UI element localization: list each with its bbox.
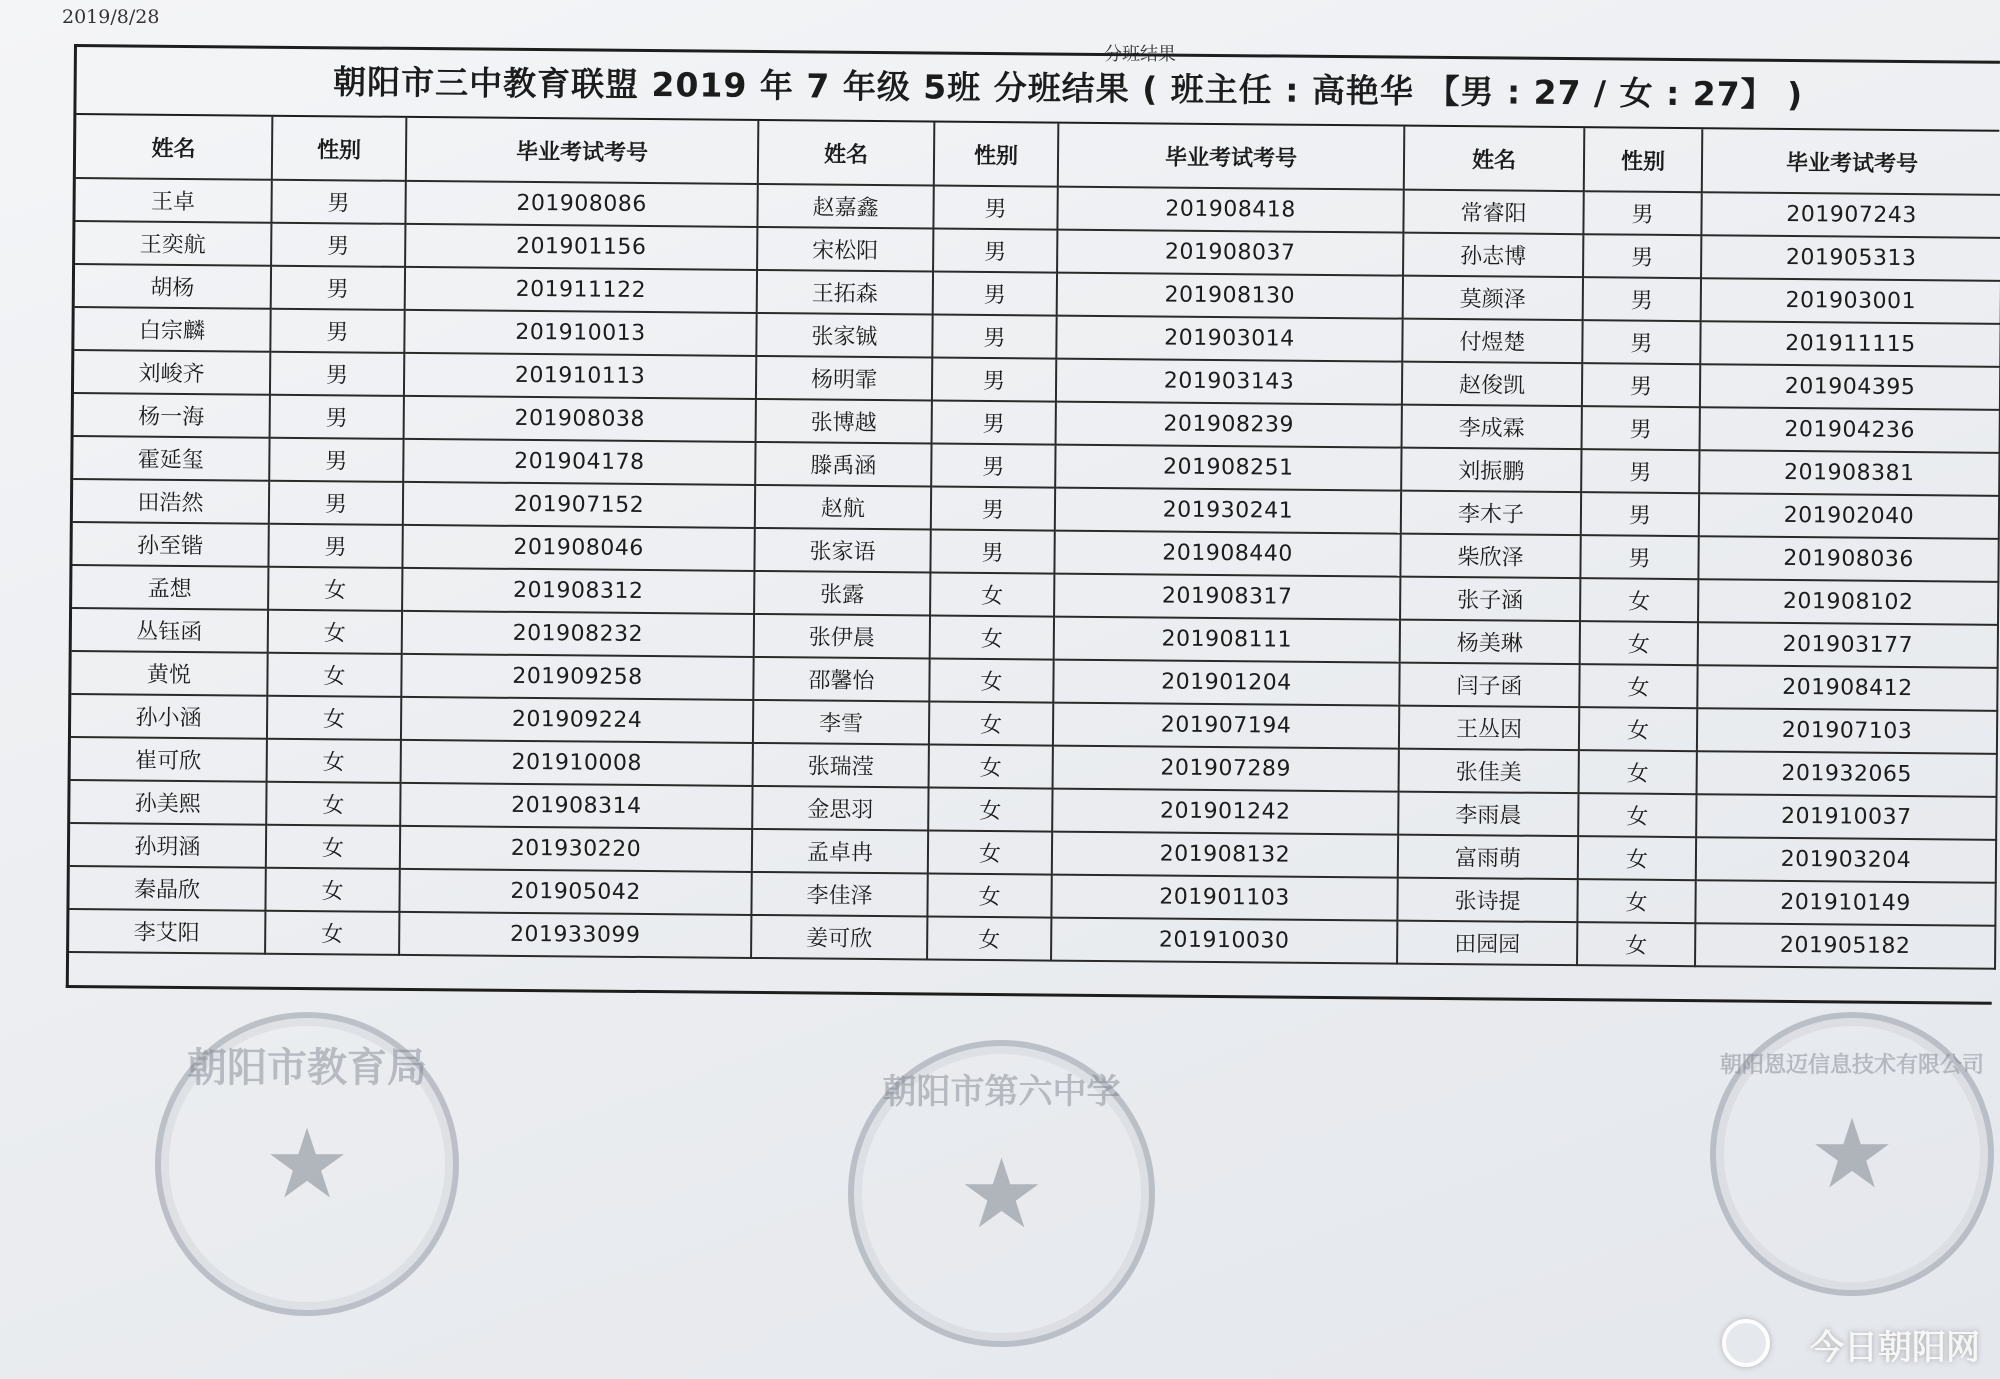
student-name-cell: 王丛因 [1399, 706, 1579, 751]
student-gender-cell: 男 [1582, 363, 1700, 407]
exam-id-cell: 201910030 [1051, 918, 1397, 964]
star-icon: ★ [958, 1137, 1045, 1250]
student-gender-cell: 男 [1581, 492, 1699, 536]
exam-id-cell: 201910013 [404, 310, 756, 356]
exam-id-cell: 201908314 [400, 783, 752, 829]
exam-id-cell: 201905042 [399, 869, 751, 915]
student-gender-cell: 男 [1580, 535, 1698, 579]
student-name-cell: 杨一海 [74, 393, 270, 438]
student-gender-cell: 男 [932, 315, 1056, 359]
exam-id-cell: 201908102 [1698, 579, 1998, 625]
student-gender-cell: 女 [268, 567, 402, 611]
student-name-cell: 李雪 [753, 700, 929, 745]
student-gender-cell: 女 [1577, 922, 1695, 966]
student-gender-cell: 女 [266, 782, 400, 826]
student-name-cell: 李佳泽 [751, 872, 927, 917]
student-name-cell: 邵馨怡 [753, 657, 929, 702]
student-name-cell: 张家语 [754, 528, 930, 573]
student-gender-cell: 男 [268, 524, 402, 568]
exam-id-cell: 201910113 [404, 353, 756, 399]
exam-id-cell: 201908130 [1057, 273, 1403, 319]
student-name-cell: 霍延玺 [73, 436, 269, 481]
student-gender-cell: 男 [271, 223, 405, 267]
student-gender-cell: 女 [1580, 578, 1698, 622]
student-name-cell: 田浩然 [73, 479, 269, 524]
exam-id-cell: 201904395 [1700, 364, 2000, 410]
student-name-cell: 孙至锴 [72, 522, 268, 567]
student-name-cell: 李雨晨 [1398, 792, 1578, 837]
header-exam-id-2: 毕业考试考号 [1058, 124, 1405, 190]
exam-id-cell: 201907194 [1053, 703, 1399, 749]
exam-id-cell: 201908086 [405, 181, 757, 227]
exam-id-cell: 201910037 [1696, 794, 1996, 840]
exam-id-cell: 201904236 [1700, 407, 2000, 453]
student-name-cell: 张家铖 [756, 313, 932, 358]
student-gender-cell: 女 [928, 830, 1052, 874]
student-name-cell: 王卓 [75, 178, 271, 223]
exam-id-cell: 201909258 [401, 654, 753, 700]
student-gender-cell: 男 [269, 438, 403, 482]
exam-id-cell: 201930220 [400, 826, 752, 872]
exam-id-cell: 201908239 [1056, 402, 1402, 448]
student-gender-cell: 女 [929, 744, 1053, 788]
exam-id-cell: 201908111 [1054, 617, 1400, 663]
header-gender-1: 性别 [272, 117, 407, 181]
student-gender-cell: 男 [930, 529, 1054, 573]
student-gender-cell: 女 [929, 658, 1053, 702]
student-name-cell: 王奕航 [75, 221, 271, 266]
student-gender-cell: 男 [932, 358, 1056, 402]
exam-id-cell: 201911122 [405, 267, 757, 313]
exam-id-cell: 201902040 [1699, 493, 1999, 539]
exam-id-cell: 201910149 [1695, 880, 1995, 926]
student-name-cell: 孙美熙 [70, 780, 266, 825]
exam-id-cell: 201908312 [402, 568, 754, 614]
exam-id-cell: 201933099 [399, 912, 751, 958]
student-gender-cell: 男 [1581, 449, 1699, 493]
exam-id-cell: 201907243 [1701, 192, 2000, 238]
company-stamp [1710, 1012, 1994, 1296]
education-bureau-stamp [155, 1012, 459, 1316]
exam-id-cell: 201903177 [1698, 622, 1998, 668]
header-name-1: 姓名 [76, 115, 273, 180]
exam-id-cell: 201907103 [1697, 708, 1997, 754]
exam-id-cell: 201901156 [405, 224, 757, 270]
exam-id-cell: 201908381 [1699, 450, 1999, 496]
sixth-middle-school-stamp [848, 1040, 1155, 1347]
exam-id-cell: 201901204 [1053, 660, 1399, 706]
exam-id-cell: 201903001 [1701, 278, 2000, 324]
student-name-cell: 丛钰函 [72, 608, 268, 653]
exam-id-cell: 201908440 [1054, 531, 1400, 577]
student-gender-cell: 女 [1579, 707, 1697, 751]
student-name-cell: 付煜楚 [1402, 319, 1582, 364]
star-icon: ★ [263, 1108, 351, 1220]
site-watermark: 今日朝阳网 [1810, 1328, 1980, 1368]
exam-id-cell: 201908232 [402, 611, 754, 657]
exam-id-cell: 201905182 [1695, 923, 1995, 969]
student-gender-cell: 男 [933, 186, 1057, 230]
exam-id-cell: 201903014 [1056, 316, 1402, 362]
student-name-cell: 赵航 [755, 485, 931, 530]
student-gender-cell: 女 [267, 653, 401, 697]
exam-id-cell: 201908038 [404, 396, 756, 442]
student-name-cell: 张露 [754, 571, 930, 616]
student-name-cell: 富雨萌 [1398, 835, 1578, 880]
header-exam-id-3: 毕业考试考号 [1702, 129, 2000, 195]
exam-id-cell: 201908418 [1057, 187, 1403, 233]
student-name-cell: 赵嘉鑫 [757, 184, 933, 229]
stamp-text: 朝阳恩迈信息技术有限公司 [1719, 1052, 1984, 1078]
student-name-cell: 崔可欣 [71, 737, 267, 782]
exam-id-cell: 201903204 [1696, 837, 1996, 883]
student-gender-cell: 男 [271, 266, 405, 310]
star-icon: ★ [1808, 1098, 1896, 1210]
student-name-cell: 黄悦 [71, 651, 267, 696]
student-name-cell: 闫子函 [1399, 663, 1579, 708]
student-name-cell: 胡杨 [75, 264, 271, 309]
student-name-cell: 田园园 [1397, 921, 1577, 966]
exam-id-cell: 201910008 [401, 740, 753, 786]
student-name-cell: 张子涵 [1400, 577, 1580, 622]
student-name-cell: 宋松阳 [757, 227, 933, 272]
student-name-cell: 常睿阳 [1403, 190, 1583, 235]
student-gender-cell: 男 [1582, 320, 1700, 364]
student-name-cell: 孟想 [72, 565, 268, 610]
student-gender-cell: 男 [270, 309, 404, 353]
exam-id-cell: 201903143 [1056, 359, 1402, 405]
student-gender-cell: 男 [933, 229, 1057, 273]
student-gender-cell: 女 [1578, 836, 1696, 880]
student-gender-cell: 女 [266, 825, 400, 869]
student-name-cell: 滕禹涵 [755, 442, 931, 487]
student-name-cell: 刘峻齐 [74, 350, 270, 395]
student-gender-cell: 女 [927, 916, 1051, 960]
student-gender-cell: 女 [267, 739, 401, 783]
print-date: 2019/8/28 [62, 6, 160, 28]
watermark-logo-icon [1722, 1319, 1770, 1367]
student-gender-cell: 男 [269, 481, 403, 525]
stamp-text: 朝阳市第六中学 [882, 1072, 1121, 1112]
exam-id-cell: 201905313 [1701, 235, 2000, 281]
doc-title: 分班结果 [1104, 44, 1176, 65]
student-gender-cell: 男 [932, 401, 1056, 445]
student-gender-cell: 男 [1582, 406, 1700, 450]
exam-id-cell: 201932065 [1697, 751, 1997, 797]
student-table [69, 115, 2000, 970]
student-gender-cell: 女 [1577, 879, 1695, 923]
student-gender-cell: 女 [929, 701, 1053, 745]
student-name-cell: 赵俊凯 [1402, 362, 1582, 407]
student-gender-cell: 女 [1579, 664, 1697, 708]
header-gender-2: 性别 [934, 123, 1059, 187]
student-gender-cell: 男 [270, 352, 404, 396]
header-gender-3: 性别 [1584, 128, 1703, 192]
exam-id-cell: 201908046 [402, 525, 754, 571]
student-gender-cell: 男 [270, 395, 404, 439]
student-name-cell: 秦晶欣 [69, 866, 265, 911]
exam-id-cell: 201908037 [1057, 230, 1403, 276]
stamp-text: 朝阳市教育局 [187, 1044, 427, 1091]
class-assignment-table [66, 44, 2000, 1005]
exam-id-cell: 201904178 [403, 439, 755, 485]
student-name-cell: 姜可欣 [751, 915, 927, 960]
exam-id-cell: 201908036 [1698, 536, 1998, 582]
student-name-cell: 王拓森 [757, 270, 933, 315]
exam-id-cell: 201908412 [1697, 665, 1997, 711]
student-gender-cell: 男 [1583, 191, 1701, 235]
exam-id-cell: 201907152 [403, 482, 755, 528]
student-name-cell: 张博越 [756, 399, 932, 444]
table-title: 朝阳市三中教育联盟 2019 年 7 年级 5班 分班结果 ( 班主任 : 高艳华 【男 : 27 / 女 : 27】 ) [76, 47, 2000, 132]
student-gender-cell: 女 [267, 696, 401, 740]
student-gender-cell: 女 [930, 572, 1054, 616]
student-gender-cell: 男 [931, 443, 1055, 487]
student-name-cell: 张诗提 [1397, 878, 1577, 923]
exam-id-cell: 201901103 [1051, 875, 1397, 921]
student-gender-cell: 女 [265, 868, 399, 912]
student-name-cell: 张瑞滢 [753, 743, 929, 788]
table-body [69, 178, 2000, 969]
student-name-cell: 杨明霏 [756, 356, 932, 401]
student-name-cell: 刘振鹏 [1401, 448, 1581, 493]
student-name-cell: 孟卓冉 [752, 829, 928, 874]
exam-id-cell: 201909224 [401, 697, 753, 743]
student-name-cell: 金思羽 [752, 786, 928, 831]
student-name-cell: 柴欣泽 [1400, 534, 1580, 579]
student-name-cell: 李木子 [1401, 491, 1581, 536]
student-gender-cell: 男 [1583, 234, 1701, 278]
header-name-3: 姓名 [1404, 127, 1585, 192]
student-name-cell: 李成霖 [1402, 405, 1582, 450]
student-gender-cell: 男 [931, 486, 1055, 530]
student-gender-cell: 女 [930, 615, 1054, 659]
student-gender-cell: 女 [1578, 793, 1696, 837]
student-gender-cell: 男 [1583, 277, 1701, 321]
student-name-cell: 李艾阳 [69, 909, 265, 954]
exam-id-cell: 201908251 [1055, 445, 1401, 491]
header-name-2: 姓名 [758, 121, 935, 186]
student-gender-cell: 女 [927, 873, 1051, 917]
student-name-cell: 张伊晨 [754, 614, 930, 659]
student-name-cell: 白宗麟 [74, 307, 270, 352]
student-name-cell: 杨美琳 [1400, 620, 1580, 665]
student-name-cell: 张佳美 [1399, 749, 1579, 794]
student-gender-cell: 女 [1580, 621, 1698, 665]
exam-id-cell: 201908317 [1054, 574, 1400, 620]
exam-id-cell: 201901242 [1052, 789, 1398, 835]
student-gender-cell: 男 [933, 272, 1057, 316]
student-gender-cell: 女 [1579, 750, 1697, 794]
student-gender-cell: 女 [268, 610, 402, 654]
exam-id-cell: 201911115 [1700, 321, 2000, 367]
student-name-cell: 孙小涵 [71, 694, 267, 739]
student-gender-cell: 女 [265, 911, 399, 955]
exam-id-cell: 201930241 [1055, 488, 1401, 534]
student-name-cell: 孙玥涵 [70, 823, 266, 868]
exam-id-cell: 201907289 [1053, 746, 1399, 792]
header-exam-id-1: 毕业考试考号 [406, 118, 759, 184]
student-name-cell: 孙志博 [1403, 233, 1583, 278]
student-gender-cell: 男 [271, 180, 405, 224]
student-name-cell: 莫颜泽 [1403, 276, 1583, 321]
student-gender-cell: 女 [928, 787, 1052, 831]
exam-id-cell: 201908132 [1052, 832, 1398, 878]
